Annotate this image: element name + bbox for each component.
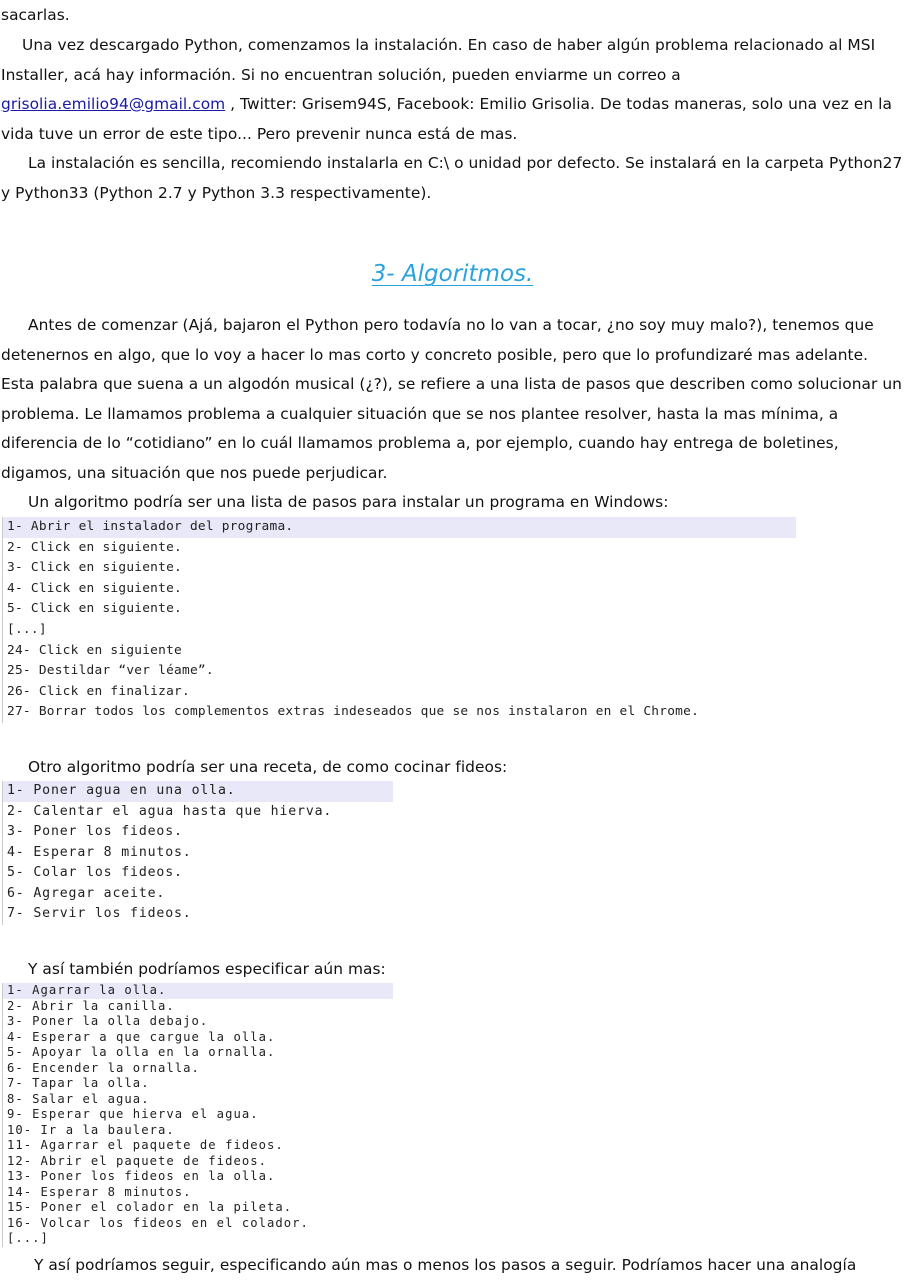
code-line: [...] bbox=[7, 621, 47, 637]
detailed-steps-code-block bbox=[2, 983, 393, 1247]
code-line: 4- Click en siguiente. bbox=[7, 580, 182, 596]
code-line: 8- Salar el agua. bbox=[7, 1091, 150, 1106]
algorithm-intro-paragraph bbox=[1, 311, 905, 488]
code-line: 5- Click en siguiente. bbox=[7, 601, 182, 617]
code-line: 1- Agarrar la olla. bbox=[3, 983, 393, 999]
code-line: 6- Encender la ornalla. bbox=[7, 1060, 200, 1075]
closing-text: Y así podríamos seguir, especificando aún mas o menos los pasos a seguir. Podríamos hacer una analogía bbox=[34, 1256, 857, 1274]
code-line: 14- Esperar 8 minutos. bbox=[7, 1184, 192, 1199]
code-line: 2- Calentar el agua hasta que hierva. bbox=[7, 803, 333, 819]
code-line: 2- Abrir la canilla. bbox=[7, 998, 175, 1013]
code-line: [...] bbox=[7, 1231, 49, 1245]
section-heading bbox=[0, 257, 905, 291]
install-paragraph bbox=[1, 31, 905, 149]
code-line: 1- Abrir el instalador del programa. bbox=[3, 517, 796, 538]
recipe-example-intro bbox=[1, 753, 905, 783]
code-line: 11- Agarrar el paquete de fideos. bbox=[7, 1138, 284, 1152]
algorithm-intro-text: Antes de comenzar (Ajá, bajaron el Python pero todavía no lo van a tocar, ¿no soy muy malo?), tenemos que detenernos en algo, que lo voy a hacer lo mas corto y concreto posible, pero que lo profundizaré mas adelante. Esta palabra que suena a un algodón musical (¿?), se refiere a una lista de pasos que describen como solucionar un problema. Le llamamos problema a cualquier situación que se nos plantee resolver, hasta la mas mínima, a diferencia de lo “cotidiano” en lo cuál llamamos problema a, por ejemplo, cuando hay entrega de boletines, digamos, una situación que nos puede perjudicar. bbox=[1, 316, 902, 482]
code-line: 7- Servir los fideos. bbox=[7, 906, 192, 921]
code-line: 27- Borrar todos los complementos extras indeseados que se nos instalaron en el Chrome. bbox=[7, 704, 700, 720]
code-line: 3- Click en siguiente. bbox=[7, 560, 182, 576]
code-line: 24- Click en siguiente bbox=[7, 642, 182, 658]
code-line: 7- Tapar la olla. bbox=[7, 1076, 150, 1090]
code-line: 5- Apoyar la olla en la ornalla. bbox=[7, 1045, 276, 1059]
code-line: 12- Abrir el paquete de fideos. bbox=[7, 1153, 268, 1168]
detailed-example-text: Y así también podríamos especificar aún mas: bbox=[28, 960, 386, 978]
install-text: Una vez descargado Python, comenzamos la instalación. En caso de haber algún problema relacionado al MSI Installer, acá hay información. Si no encuentran solución, pueden enviarme un correo a bbox=[1, 36, 876, 84]
section-heading-text: 3- Algoritmos. bbox=[371, 261, 534, 287]
closing-paragraph bbox=[1, 1251, 905, 1281]
code-line: 9- Esperar que hierva el agua. bbox=[7, 1107, 259, 1121]
code-line: 10- Ir a la baulera. bbox=[7, 1122, 175, 1137]
code-line: 15- Poner el colador en la pileta. bbox=[7, 1200, 293, 1214]
code-line: 13- Poner los fideos en la olla. bbox=[7, 1169, 276, 1183]
detailed-example-intro bbox=[1, 955, 905, 985]
code-line: 3- Poner la olla debajo. bbox=[7, 1014, 209, 1028]
code-line: 26- Click en finalizar. bbox=[7, 683, 190, 699]
windows-example-text: Un algoritmo podría ser una lista de pasos para instalar un programa en Windows: bbox=[28, 493, 669, 511]
recipe-steps-code-block bbox=[2, 781, 393, 925]
code-line: 4- Esperar 8 minutos. bbox=[7, 844, 192, 860]
code-line: 25- Destildar “ver léame”. bbox=[7, 663, 214, 679]
recipe-example-text: Otro algoritmo podría ser una receta, de como cocinar fideos: bbox=[28, 758, 508, 776]
code-line: 16- Volcar los fideos en el colador. bbox=[7, 1215, 309, 1230]
install-location-text: La instalación es sencilla, recomiendo instalarla en C:\ o unidad por defecto. Se instalará en la carpeta Python27 y Python33 (Python 2.7 y Python 3.3 respectivamente). bbox=[1, 154, 903, 202]
code-line: 4- Esperar a que cargue la olla. bbox=[7, 1029, 276, 1044]
code-line: 1- Poner agua en una olla. bbox=[3, 781, 393, 802]
email-link[interactable]: grisolia.emilio94@gmail.com bbox=[1, 95, 226, 113]
install-steps-code-block bbox=[2, 517, 796, 723]
code-line: 5- Colar los fideos. bbox=[7, 865, 183, 880]
code-line: 2- Click en siguiente. bbox=[7, 539, 182, 555]
intro-fragment: sacarlas. bbox=[1, 6, 70, 24]
code-line: 3- Poner los fideos. bbox=[7, 824, 183, 839]
install-text-contact: , Twitter: Grisem94S, Facebook: Emilio Grisolia. De todas maneras, solo una vez en la vida tuve un error de este tipo... Pero prevenir nunca está de mas. bbox=[1, 95, 892, 143]
install-location-paragraph bbox=[1, 149, 905, 208]
code-line: 6- Agregar aceite. bbox=[7, 885, 166, 901]
windows-example-intro bbox=[1, 488, 905, 518]
